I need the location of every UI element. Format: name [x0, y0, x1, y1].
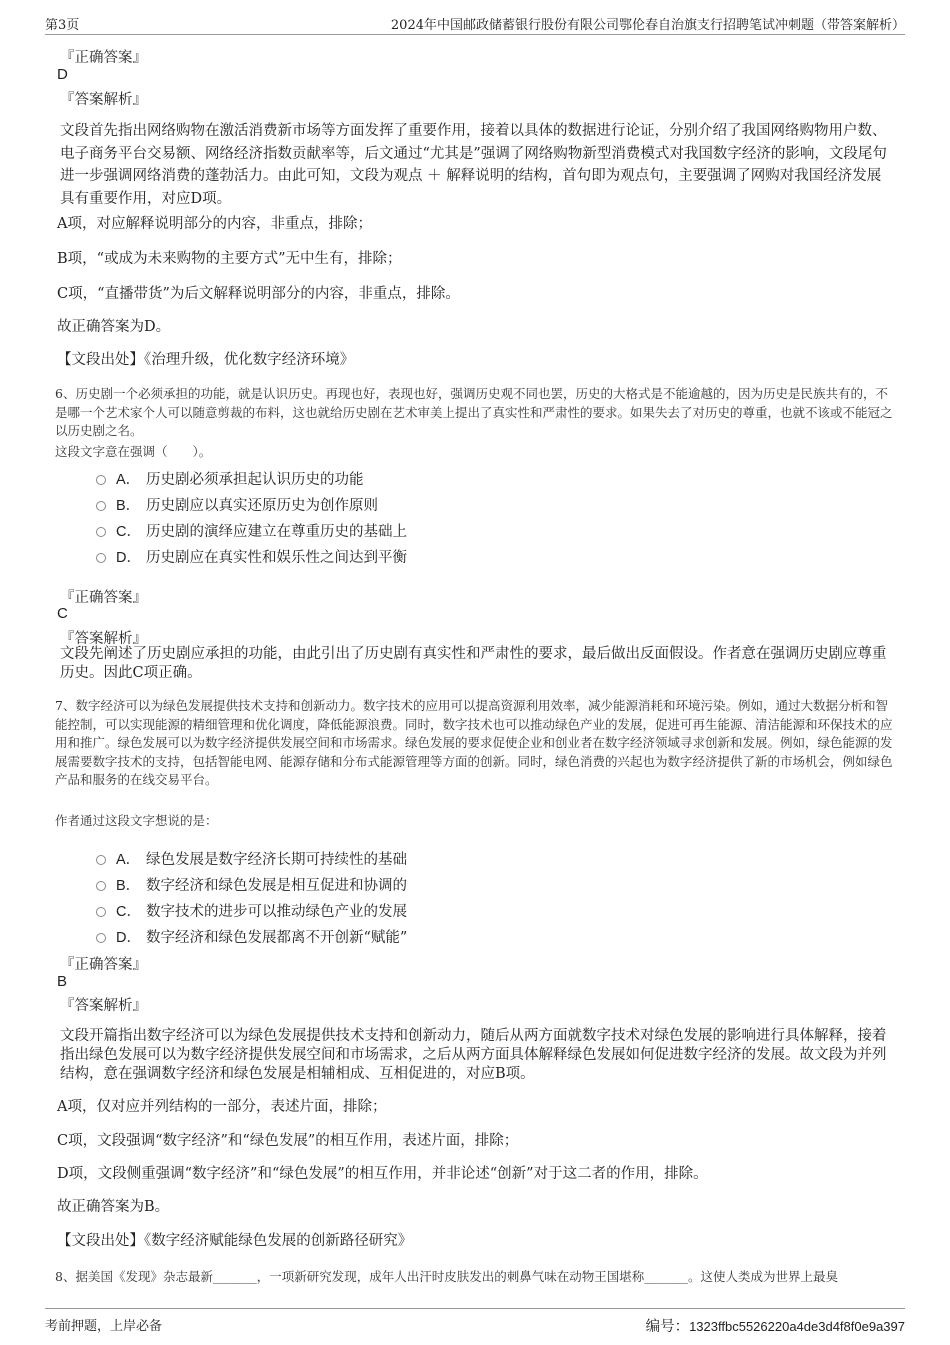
q7-option-b[interactable]: B． 数字经济和绿色发展是相互促进和协调的 [96, 874, 407, 894]
q5-analysis: 文段首先指出网络购物在激活消费新市场等方面发挥了重要作用，接着以具体的数据进行论证，分别介绍了我国网络购物用户数、电子商务平台交易额、网络经济指数贡献率等，后文通过“尤其是”强调了网络购物新型消费模式对我国数字经济的影响，文段尾句进一步强调网络消费的蓬勃活力。由此可知，文段为观点 ＋ 解释说明的结构，首句即为观点句，主要强调了网购对我国经济发展具有重要作用，对应D项。 [60, 123, 887, 207]
footer-slogan: 考前押题，上岸必备 [45, 1319, 163, 1334]
radio-icon[interactable] [96, 501, 106, 511]
q7-analysis: 文段开篇指出数字经济可以为绿色发展提供技术支持和创新动力，随后从两方面就数字技术对绿色发展的影响进行具体解释，接着指出绿色发展可以为数字经济提供发展空间和市场需求，之后从两方面具体解释绿色发展如何促进数字经济的发展。故文段为并列结构，意在强调数字经济和绿色发展是相辅相成、互相促进的，对应B项。 [60, 1028, 887, 1082]
radio-icon[interactable] [96, 881, 106, 891]
q6-option-d[interactable]: D． 历史剧应在真实性和娱乐性之间达到平衡 [96, 546, 407, 566]
q6-stem: 6、历史剧一个必须承担的功能，就是认识历史。再现也好，表现也好，强调历史观不同也罢，历史的大格式是不能逾越的，因为历史是民族共有的，不是哪一个艺术家个人可以随意剪裁的布料，这也就给历史剧在艺术审美上提出了真实性和严肃性的要求。如果失去了对历史的尊重，也就不该或不能冠之以历史剧之名。 [55, 386, 893, 438]
q7-point-d: D项，文段侧重强调“数字经济”和“绿色发展”的相互作用，并非论述“创新”对于这二者的作用，排除。 [57, 1166, 708, 1182]
q7-option-c[interactable]: C． 数字技术的进步可以推动绿色产业的发展 [96, 900, 407, 920]
q6-question: 这段文字意在强调（ ）。 [55, 444, 212, 459]
q6-option-a[interactable]: A． 历史剧必须承担起认识历史的功能 [96, 468, 364, 488]
q7-point-c: C项，文段强调“数字经济”和“绿色发展”的相互作用，表述片面，排除； [57, 1133, 519, 1149]
q5-source: 【文段出处】《治理升级，优化数字经济环境》 [57, 352, 355, 368]
q7-conclusion: 故正确答案为B。 [57, 1199, 170, 1215]
page-footer [45, 1308, 905, 1335]
radio-icon[interactable] [96, 855, 106, 865]
q7-option-d[interactable]: D． 数字经济和绿色发展都离不开创新“赋能” [96, 926, 407, 946]
q6-option-b[interactable]: B． 历史剧应以真实还原历史为创作原则 [96, 494, 378, 514]
q5-answer: D [57, 66, 68, 83]
q7-option-a[interactable]: A． 绿色发展是数字经济长期可持续性的基础 [96, 848, 407, 868]
q6-option-c[interactable]: C． 历史剧的演绎应建立在尊重历史的基础上 [96, 520, 407, 540]
q5-point-a: A项，对应解释说明部分的内容，非重点，排除； [57, 216, 372, 232]
radio-icon[interactable] [96, 553, 106, 563]
q6-analysis-label: 『答案解析』 [60, 631, 147, 647]
q7-source: 【文段出处】《数字经济赋能绿色发展的创新路径研究》 [57, 1233, 413, 1249]
footer-code: 编号：1323ffbc5526220a4de3d4f8f0e9a397 [645, 1319, 905, 1335]
radio-icon[interactable] [96, 475, 106, 485]
document-title: 2024年中国邮政储蓄银行股份有限公司鄂伦春自治旗支行招聘笔试冲刺题（带答案解析） [390, 18, 905, 33]
radio-icon[interactable] [96, 907, 106, 917]
q7-answer: B [57, 973, 68, 990]
q8-stem: 8、据美国《发现》杂志最新_______，一项新研究发现，成年人出汗时皮肤发出的刺鼻气味在动物王国堪称_______。这使人类成为世界上最臭 [55, 1269, 838, 1284]
page-header [45, 12, 905, 35]
q6-answer-label: 『正确答案』 [60, 590, 147, 606]
q7-answer-label: 『正确答案』 [60, 957, 147, 973]
q5-analysis-label: 『答案解析』 [60, 92, 147, 108]
q7-analysis-label: 『答案解析』 [60, 998, 147, 1014]
radio-icon[interactable] [96, 933, 106, 943]
q5-point-b: B项，“或成为未来购物的主要方式”无中生有，排除； [57, 251, 402, 267]
q5-answer-label: 『正确答案』 [60, 50, 147, 66]
page-number: 第3页 [45, 18, 80, 33]
q6-analysis: 文段先阐述了历史剧应承担的功能，由此引出了历史剧有真实性和严肃性的要求，最后做出反面假设。作者意在强调历史剧应尊重历史。因此C项正确。 [60, 646, 887, 681]
q5-conclusion: 故正确答案为D。 [57, 319, 171, 335]
radio-icon[interactable] [96, 527, 106, 537]
q7-question: 作者通过这段文字想说的是： [55, 813, 218, 828]
q7-stem: 7、数字经济可以为绿色发展提供技术支持和创新动力。数字技术的应用可以提高资源利用效率，减少能源消耗和环境污染。例如，通过大数据分析和智能控制，可以实现能源的精细管理和优化调度，降低能源浪费。同时，数字技术也可以推动绿色产业的发展，促进可再生能源、清洁能源和环保技术的应用和推广。绿色发展可以为数字经济提供发展空间和市场需求。绿色发展的要求促使企业和创业者在数字经济领域寻求创新和发展。例如，绿色能源的发展需要数字技术的支持，包括智能电网、能源存储和分布式能源管理等方面的创新。同时，绿色消费的兴起也为数字经济提供了新的市场机会，例如绿色产品和服务的在线交易平台。 [55, 698, 893, 787]
q7-point-a: A项，仅对应并列结构的一部分，表述片面，排除； [57, 1099, 387, 1115]
q6-answer: C [57, 605, 68, 622]
q5-point-c: C项，“直播带货”为后文解释说明部分的内容，非重点，排除。 [57, 286, 460, 302]
